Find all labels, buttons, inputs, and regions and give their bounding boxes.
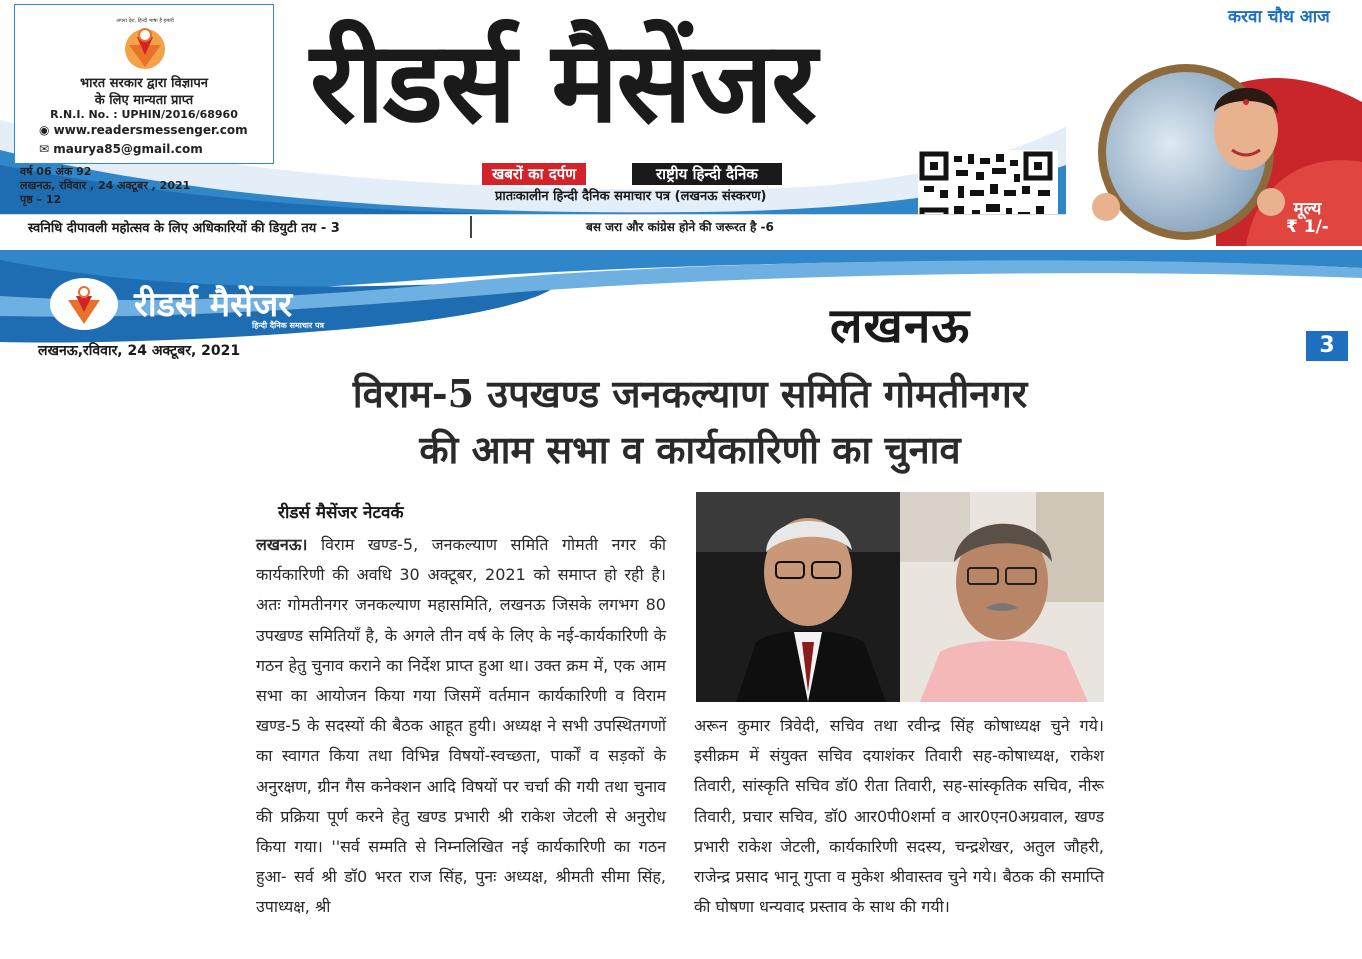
info-box: [14, 4, 274, 164]
city-section-title: लखनऊ: [830, 298, 971, 354]
byline: रीडर्स मैसेंजर नेटवर्क: [278, 503, 404, 523]
issue-pages: पृष्ठ – 12: [20, 193, 62, 206]
price-badge: [1286, 200, 1329, 236]
email-text: maurya85@gmail.com: [53, 142, 203, 156]
banner-brand-sub: हिन्दी दैनिक समाचार पत्र: [252, 321, 325, 330]
karwa-chauth-label: करवा चौथ आज: [1228, 7, 1330, 27]
issue-info: [20, 165, 190, 207]
page-number: 3: [1306, 331, 1348, 361]
website: [39, 123, 248, 137]
dateline: लखनऊ,रविवार, 24 अक्टूबर, 2021: [38, 343, 241, 359]
ticker-headline-right[interactable]: बस जरा और कांग्रेस होने की जरूरत है -6: [586, 220, 774, 234]
email: [39, 142, 203, 156]
ticker-headline-left[interactable]: स्वनिधि दीपावली महोत्सव के लिए अधिकारियों की डियुटी तय - 3: [28, 221, 340, 236]
headline-line2: की आम सभा व कार्यकारिणी का चुनाव: [419, 427, 961, 472]
price-value: ₹ 1/-: [1286, 217, 1329, 237]
tagline-red: खबरों का दर्पण: [482, 163, 586, 185]
emblem-motto: अपना देश, हिन्दी भाषा है हमारी: [116, 18, 174, 24]
article-photo: [696, 492, 1104, 702]
ticker-divider: [470, 216, 472, 238]
article-column-1: [256, 530, 666, 923]
mail-icon: ✉: [39, 142, 54, 156]
lead-dateline: लखनऊ।: [256, 535, 308, 554]
price-label: मूल्य: [1293, 199, 1322, 219]
article-column-2: [694, 711, 1104, 922]
rni-number: R.N.I. No. : UPHIN/2016/68960: [50, 108, 238, 121]
article-headline: [240, 366, 1140, 478]
banner-emblem-icon: [48, 276, 120, 332]
column-2-text: अरून कुमार त्रिवेदी, सचिव तथा रवीन्द्र सिंह कोषाध्यक्ष चुने गये। इसीक्रम में संयुक्त सचिव दयाशंकर तिवारी सह-कोषाध्यक्ष, राकेश तिवारी, सांस्कृति सचिव डॉ0 रीता तिवारी, सह-सांस्कृतिक सचिव, नीरू तिवारी, प्रचार सचिव, डॉ0 आर0पी0शर्मा व आर0एन0अग्रवाल, खण्ड प्रभारी राकेश जेटली, कार्यकारिणी सदस्य, चन्द्रशेखर, अतुल जौहरी, राजेन्द्र प्रसाद भानू गुप्ता व मुकेश श्रीवास्तव चुने गये। बैठक की समाप्ति की घोषणा धन्यवाद प्रस्ताव के साथ की गयी।: [694, 716, 1104, 917]
issue-date: लखनऊ, रविवार , 24 अक्टूबर , 2021: [20, 179, 191, 192]
website-text: www.readersmessenger.com: [53, 123, 248, 137]
column-1-text: विराम खण्ड-5, जनकल्याण समिति गोमती नगर की कार्यकारिणी की अवधि 30 अक्टूबर, 2021 को समाप्त हो रही है। अतः गोमतीनगर जनकल्याण महासमिति, लखनऊ जिसके लगभग 80 उपखण्ड समितियाँ है, के अगले तीन वर्ष के लिए के नई-कार्यकारिणी के गठन हेतु चुनाव कराने का निर्देश प्राप्त हुआ था। उक्त क्रम में, एक आम सभा का आयोजन किया गया जिसमें वर्तमान कार्यकारिणी व विराम खण्ड-5 के सदस्यों की बैठक आहूत हुयी। अध्यक्ष ने सभी उपस्थितगणों का स्वागत किया तथा विभिन्न विषयों-स्वच्छता, पार्कों व सड़कों के अनुरक्षण, ग्रीन गैस कनेक्शन आदि विषयों पर चर्चा की गयी तथा चुनाव की प्रक्रिया पूर्ण करने हेतु खण्ड प्रभारी श्री राकेश जेटली से अनुरोध किया गया। ''सर्व सम्मति से निम्नलिखित नई कार्यकारिणी का गठन हुआ- सर्व श्री डॉ0 भरत राज सिंह, पुनः अध्यक्ष, श्रीमती सीमा सिंह, उपाध्यक्ष, श्री: [256, 535, 666, 917]
govt-approval-line1: भारत सरकार द्वारा विज्ञापन: [79, 76, 208, 91]
govt-approval-line2: के लिए मान्यता प्राप्त: [94, 93, 194, 108]
masthead-subtitle: प्रातःकालीन हिन्दी दैनिक समाचार पत्र (लखनऊ संस्करण): [495, 189, 767, 204]
masthead: [0, 0, 1362, 250]
newspaper-title: रीडर्स मैसेंजर: [310, 17, 816, 148]
tagline-black: राष्ट्रीय हिन्दी दैनिक: [632, 163, 782, 185]
newspaper-emblem-icon: [115, 15, 175, 75]
globe-icon: ◉: [39, 123, 54, 137]
issue-volume: वर्ष 06 अंक 92: [20, 165, 92, 178]
headline-line1: विराम-5 उपखण्ड जनकल्याण समिति गोमतीनगर: [352, 371, 1028, 416]
banner-brand: रीडर्स मैसेंजर: [134, 285, 293, 325]
